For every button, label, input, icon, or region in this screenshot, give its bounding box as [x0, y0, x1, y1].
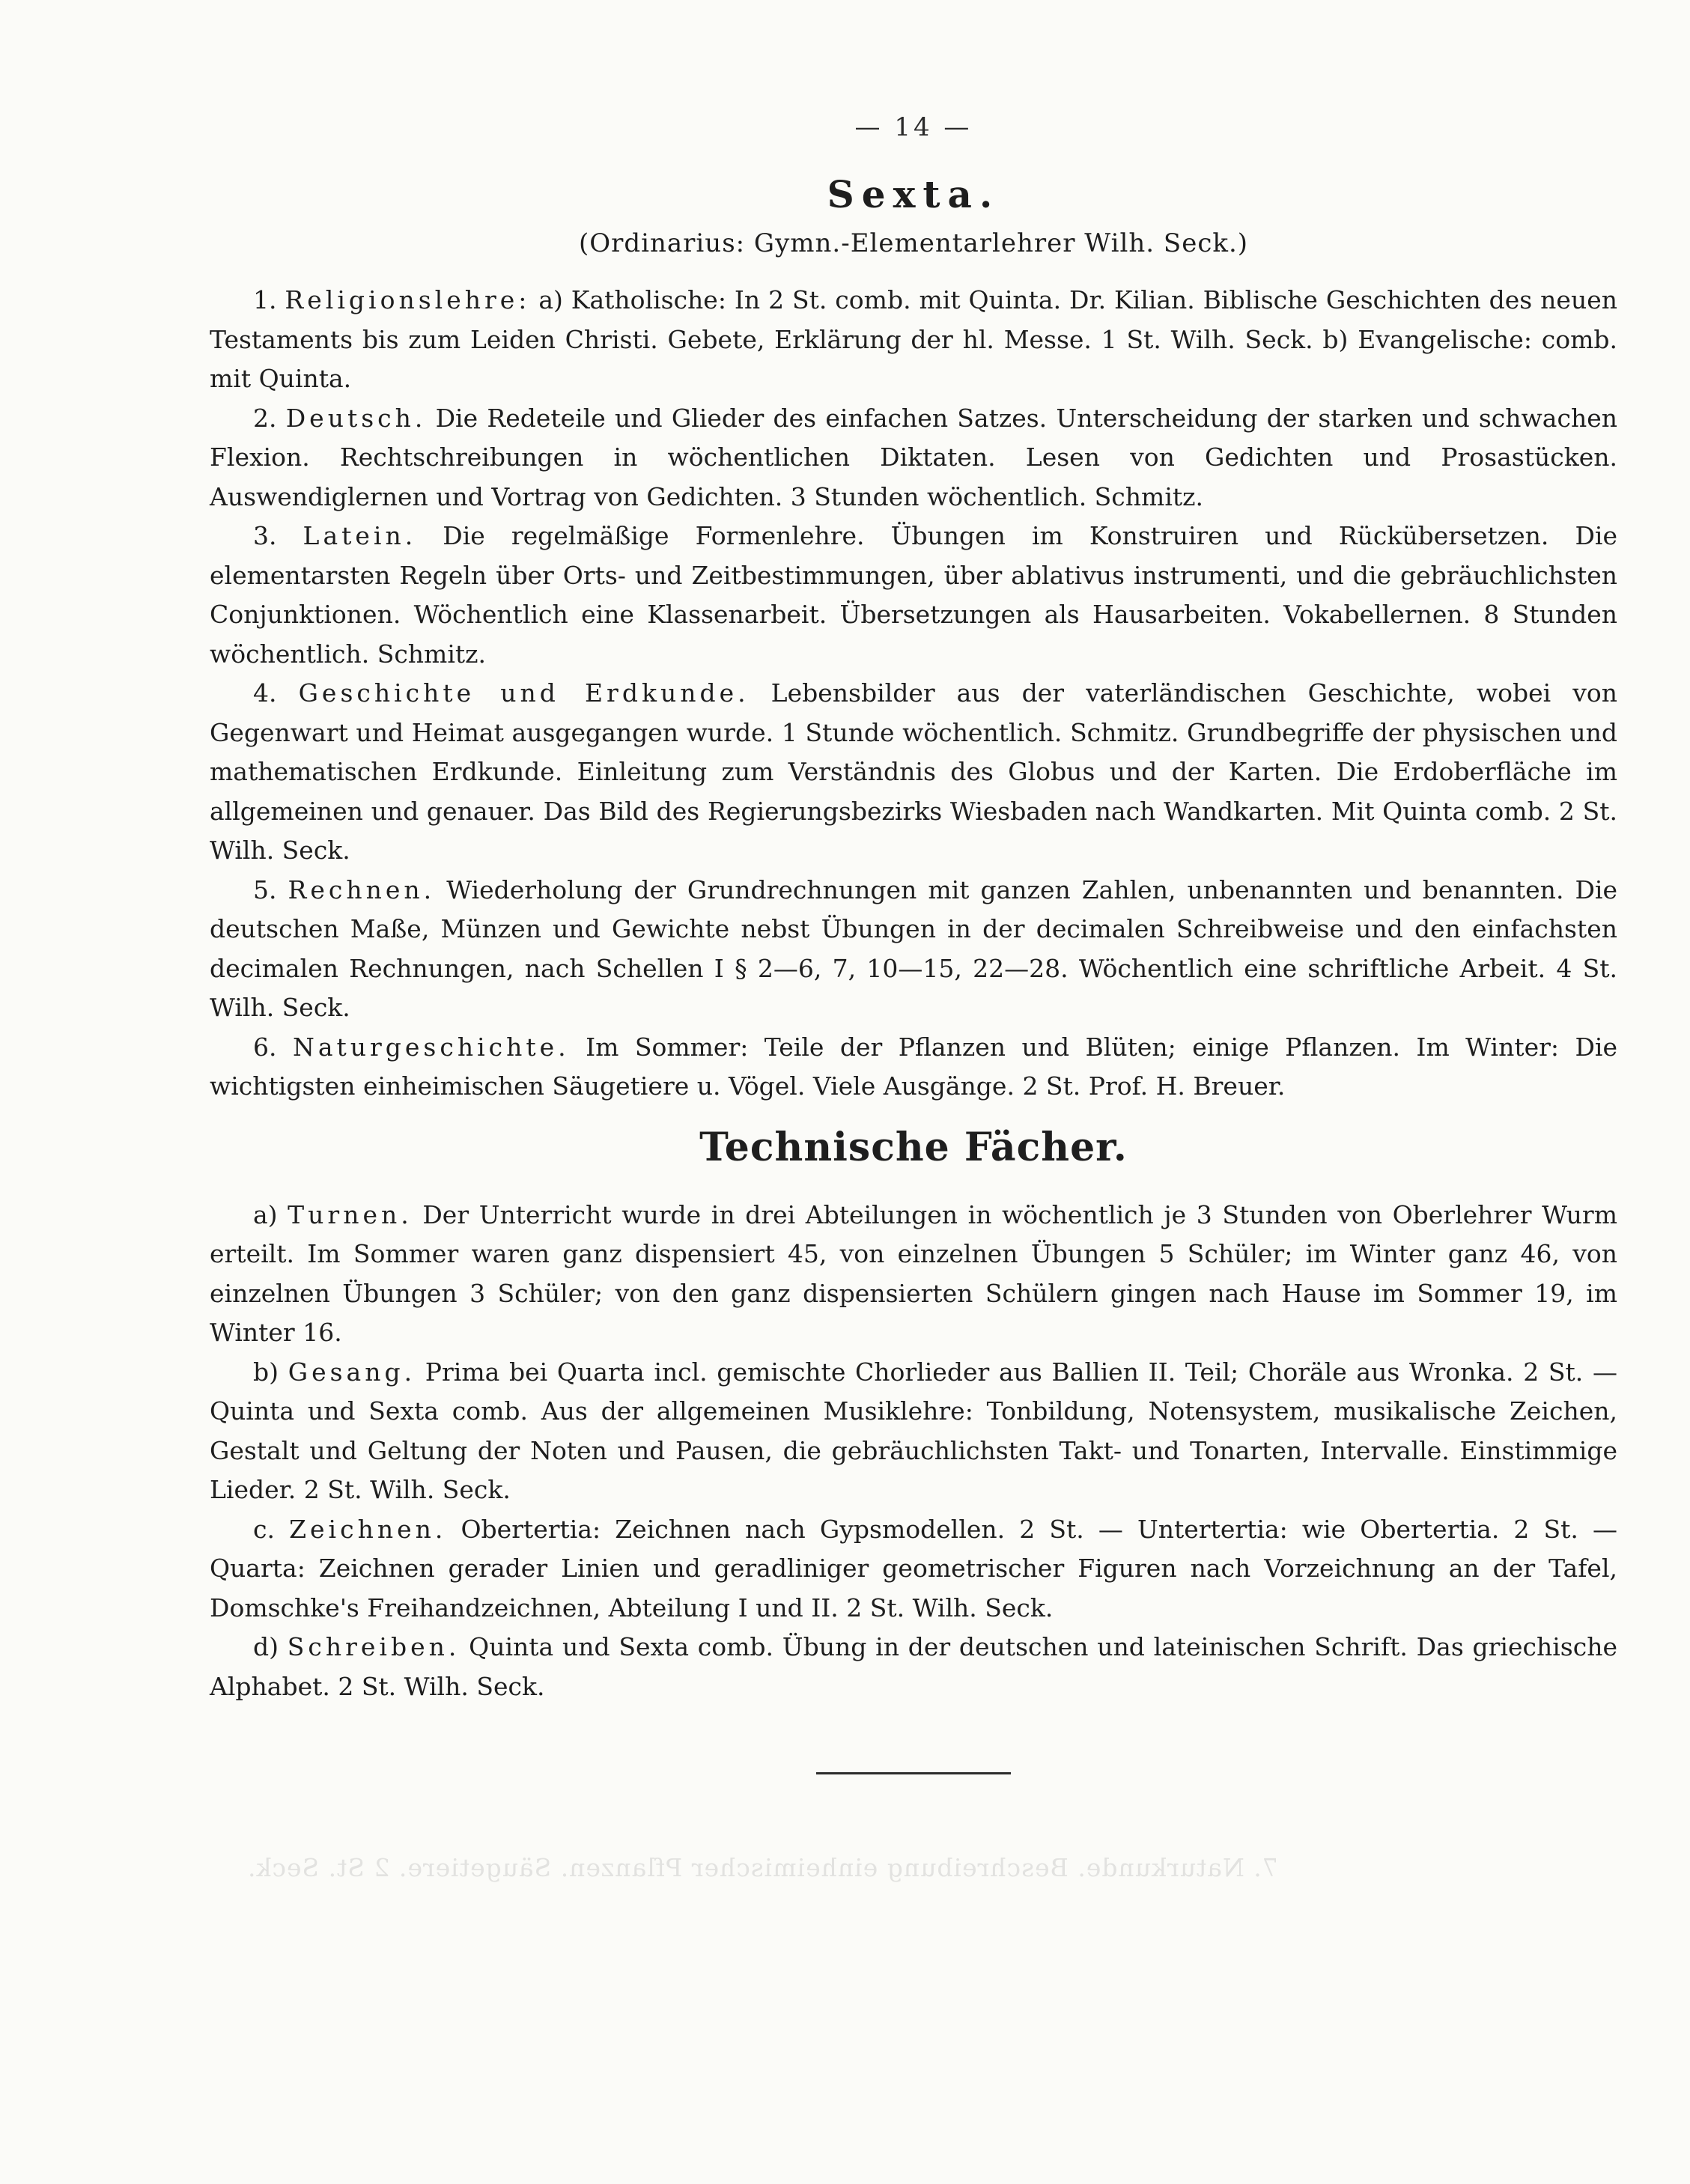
subject-name: Latein.: [303, 521, 417, 550]
subject-paragraph: 2. Deutsch. Die Redeteile und Glieder des einfachen Satzes. Unterscheidung der starken und schwachen Flexion. Rechtschreibungen in wöchentlichen Diktaten. Lesen von Gedichten und Prosastücken. Auswendiglernen und Vortrag von Gedichten. 3 Stunden wöchentlich. Schmitz.: [210, 403, 1617, 511]
subject-paragraph: 3. Latein. Die regelmäßige Formenlehre. Übungen im Konstruiren und Rückübersetzen. Die elementarsten Regeln über Orts- und Zeitbestimmungen, über ablativus instrumenti, und die gebräuchlichsten Conjunktionen. Wöchentlich eine Klassenarbeit. Übersetzungen als Hausarbeiten. Vokabellernen. 8 Stunden wöchentlich. Schmitz.: [210, 521, 1617, 669]
subject-paragraph: 4. Geschichte und Erdkunde. Lebensbilder aus der vaterländischen Geschichte, wobei von Gegenwart und Heimat ausgegangen wurde. 1 Stunde wöchentlich. Schmitz. Grundbegriffe der physischen und mathematischen Erdkunde. Einleitung zum Verständnis des Globus und der Karten. Die Erdoberfläche im allgemeinen und genauer. Das Bild des Regierungsbezirks Wiesbaden nach Wandkarten. Mit Quinta comb. 2 St. Wilh. Seck.: [210, 678, 1618, 865]
subject-name: Geschichte und Erdkunde.: [298, 678, 750, 708]
subject-name: Gesang.: [288, 1357, 416, 1387]
technical-paragraph: b) Gesang. Prima bei Quarta incl. gemischte Chorlieder aus Ballien II. Teil; Choräle aus Wronka. 2 St. — Quinta und Sexta comb. Aus der allgemeinen Musiklehre: Tonbildung, Notensystem, musikalische Zeichen, Gestalt und Geltung der Noten und Pausen, die gebräuchlichsten Takt- und Tonarten, Intervalle. Einstimmige Lieder. 2 St. Wilh. Seck.: [210, 1357, 1617, 1504]
technical-subjects-heading: Technische Fächer.: [699, 1124, 1128, 1170]
document-page: [210, 112, 1617, 1984]
subject-paragraph: 6. Naturgeschichte. Im Sommer: Teile der Pflanzen und Blüten; einige Pflanzen. Im Winter: Die wichtigsten einheimischen Säugetiere u. Vögel. Viele Ausgänge. 2 St. Prof. H. Breuer.: [210, 1032, 1617, 1101]
subject-name: Naturgeschichte.: [292, 1032, 570, 1062]
subject-name: Zeichnen.: [289, 1514, 447, 1544]
technical-subject-list: [210, 1196, 1617, 1707]
subject-name: Deutsch.: [285, 403, 427, 433]
subject-paragraph: 1. Religionslehre: a) Katholische: In 2 St. comb. mit Quinta. Dr. Kilian. Biblische Geschichten des neuen Testaments bis zum Leiden Christi. Gebete, Erklärung der hl. Messe. 1 St. Wilh. Seck. b) Evangelische: comb. mit Quinta.: [210, 285, 1617, 393]
subject-name: Religionslehre:: [285, 285, 531, 314]
technical-paragraph: c. Zeichnen. Obertertia: Zeichnen nach Gypsmodellen. 2 St. — Untertertia: wie Obertertia. 2 St. — Quarta: Zeichnen gerader Linien und geradliniger geometrischer Figuren nach Vorzeichnung an der Tafel, Domschke's Freihandzeichnen, Abteilung I und II. 2 St. Wilh. Seck.: [210, 1514, 1617, 1622]
section-subtitle: (Ordinarius: Gymn.-Elementarlehrer Wilh. Seck.): [578, 228, 1249, 258]
bleed-through-text: 7. Naturkunde. Beschreibung einheimischer Pflanzen. Säugetiere. 2 St. Seck.: [247, 1853, 1278, 1882]
subject-name: Turnen.: [288, 1199, 413, 1229]
footer-rule: [816, 1772, 1011, 1774]
section-title: Sexta.: [827, 172, 1000, 216]
page-number: — 14 —: [854, 112, 973, 142]
technical-paragraph: d) Schreiben. Quinta und Sexta comb. Übung in der deutschen und lateinischen Schrift. Das griechische Alphabet. 2 St. Wilh. Seck.: [210, 1632, 1617, 1701]
subject-name: Rechnen.: [288, 874, 436, 904]
subject-name: Schreiben.: [287, 1632, 461, 1661]
subject-list: [210, 281, 1617, 1107]
subject-paragraph: 5. Rechnen. Wiederholung der Grundrechnungen mit ganzen Zahlen, unbenannten und benannten. Die deutschen Maße, Münzen und Gewichte nebst Übungen in der decimalen Schreibweise und den einfachsten decimalen Rechnungen, nach Schellen I § 2—6, 7, 10—15, 22—28. Wöchentlich eine schriftliche Arbeit. 4 St. Wilh. Seck.: [210, 874, 1618, 1022]
technical-paragraph: a) Turnen. Der Unterricht wurde in drei Abteilungen in wöchentlich je 3 Stunden von Oberlehrer Wurm erteilt. Im Sommer waren ganz dispensiert 45, von einzelnen Übungen 5 Schüler; im Winter ganz 46, von einzelnen Übungen 3 Schüler; von den ganz dispensierten Schülern gingen nach Hause im Sommer 19, im Winter 16.: [210, 1199, 1617, 1347]
